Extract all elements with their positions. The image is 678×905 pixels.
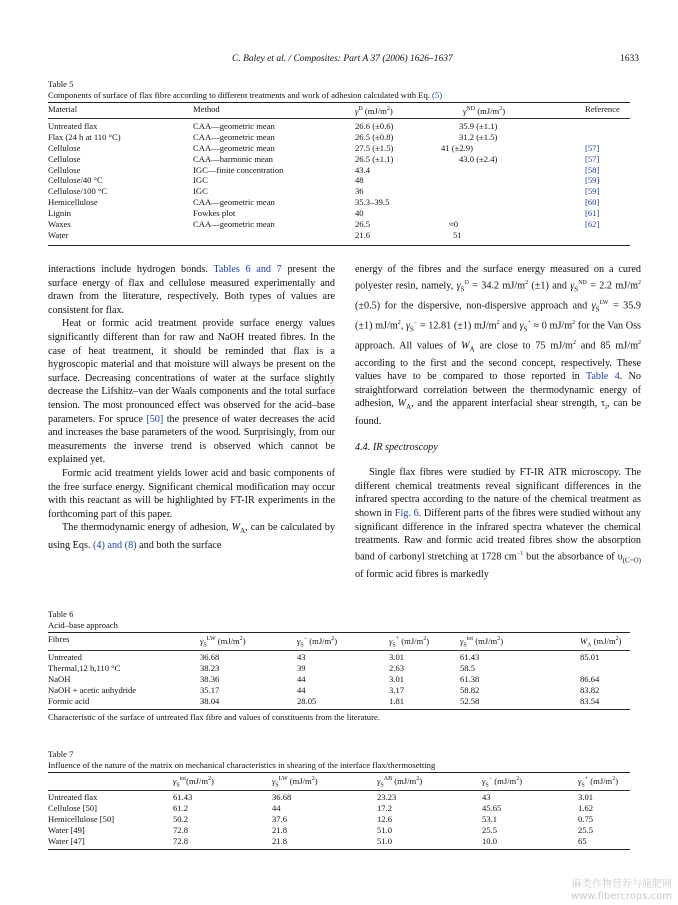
table5-cell: CAA—geometric mean	[193, 142, 275, 153]
table7-cell: 61.2	[173, 802, 189, 813]
table5-cell: Waxes	[48, 219, 71, 230]
site-watermark	[571, 879, 672, 903]
t6-head-wa: $W_A$ $(mJ/m^2)$	[580, 635, 622, 649]
table7-cell: 72.8	[173, 824, 189, 835]
table6-head-rule	[48, 650, 630, 651]
t6-head-tot: $\gamma_S^{tot}$ $(mJ/m^2)$	[460, 635, 504, 649]
table7-cell: Water [47]	[48, 835, 85, 846]
table7-cell: 21.8	[272, 835, 288, 846]
table5-cell: 36	[355, 186, 364, 197]
table6-cell: 3.17	[389, 684, 405, 695]
table5-cell: Lignin	[48, 208, 71, 219]
table5-bottom-rule	[48, 245, 630, 246]
t7-head-tot: $\gamma_S^{tot}(mJ/m^2)$	[173, 775, 214, 789]
table6-cell: 2.63	[389, 662, 405, 673]
table6-cell: Untreated	[48, 652, 82, 662]
table5-cell: [61]	[585, 208, 600, 219]
table7-cell: 36.68	[272, 792, 292, 802]
table6-cell: 83.82	[580, 684, 600, 695]
table7-cell: 51.0	[377, 824, 393, 835]
right-column	[355, 263, 641, 581]
table5-row	[48, 197, 630, 208]
left-para-4: The thermodynamic energy of adhesion, $W_A$, can be calculated by using Eqs. (4) and (8) and both the surface	[48, 522, 335, 551]
table5-cell: IGC	[193, 186, 208, 197]
table5-cell: IGC—finite concentration	[193, 164, 284, 175]
t6-head-plus: $\gamma_S^+$ $(mJ/m^2)$	[389, 635, 430, 649]
t6-head-fibres: Fibres	[48, 634, 70, 644]
table6-cell: 39	[297, 662, 306, 673]
table7-label: Table 7	[48, 749, 74, 759]
table5-cell: CAA—geometric mean	[193, 219, 275, 230]
table7-bottom-rule	[48, 849, 630, 850]
table5-cell: CAA—harmonic mean	[193, 153, 273, 164]
table5-row	[48, 186, 630, 197]
table7-cell: 0.75	[578, 813, 594, 824]
table5-cell: 26.5 (±1.1)	[355, 153, 394, 164]
table5-top-rule	[48, 102, 630, 103]
table7-body	[48, 792, 630, 846]
table6-cell: 61.38	[460, 673, 480, 684]
table5-cell: 51	[453, 229, 462, 240]
table7-cell: 61.43	[173, 792, 193, 802]
table5-cell: Cellulose	[48, 142, 81, 153]
t5-head-ref: Reference	[585, 104, 620, 114]
table5-cell: [59]	[585, 186, 600, 197]
watermark-line-2: www.fibercrops.com	[570, 891, 672, 902]
table5-caption: Components of surface of flax fibre according to different treatments and work of adhesion calculated with Eq. (5)	[48, 90, 443, 100]
table5-cell: [60]	[585, 197, 600, 208]
table5-cell: Hemicellulose	[48, 197, 98, 208]
table6-bottom-rule	[48, 709, 630, 710]
table5-cell: CAA—geometric mean	[193, 131, 275, 142]
table5-head-rule	[48, 118, 630, 119]
t5-head-gd: $\gamma^D$ $(mJ/m^2)$	[355, 105, 393, 116]
table5-cell: 26.5	[355, 219, 371, 230]
table7-cell: 17.2	[377, 802, 393, 813]
table6-cell: 52.58	[460, 695, 480, 706]
table5-cell: 26.6 (±0.6)	[355, 121, 394, 131]
table5-cell: Cellulose	[48, 164, 81, 175]
left-para-1: interactions include hydrogen bonds. Tables 6 and 7 present the surface energy of flax and cellulose measured experimentally and drawn from the literature, respectively. Both types of values are consistent for flax.	[48, 264, 335, 316]
table7-cell: 12.6	[377, 813, 393, 824]
right-para-2: Single flax fibres were studied by FT-IR ATR microscopy. The different chemical treatments reveal significant differences in the infrared spectra according to the nature of the chemical treatment as shown in Fig. 6. Different parts of the fibres were studied without any significant difference in the infrared spectra whatever the chemical treatments. Raw and formic acid treated fibres show the absorption band of carbonyl stretching at 1728 $cm^{-1}$ but the absorbance of $\upsilon_{(C=O)}$ of formic acid fibres is markedly	[355, 467, 642, 580]
table7-header	[48, 774, 630, 789]
table7-cell: 23.23	[377, 792, 397, 802]
table6-footnote: Characteristic of the surface of untreated flax fibre and values of constituents from the literature.	[48, 712, 380, 722]
table5-cell: Untreated flax	[48, 121, 98, 131]
table6-cell: 38.23	[200, 662, 220, 673]
table5-cell: 35.3–39.5	[355, 197, 390, 208]
t5-head-method: Method	[193, 104, 220, 114]
table7-cell: 21.8	[272, 824, 288, 835]
table5-cell: IGC	[193, 175, 208, 186]
left-para-3: Formic acid treatment yields lower acid and basic components of the free surface energy. Significant chemical modification may occur with this reactant as will be highlighted by FT-IR experiments in the forthcoming part of this paper.	[48, 467, 335, 520]
table5-cell: 43.0 (±2.4)	[459, 153, 498, 164]
table6-cell: 44	[297, 673, 306, 684]
table5-cell: CAA—geometric mean	[193, 197, 275, 208]
table6-cell: 83.54	[580, 695, 600, 706]
t6-head-lw: $\gamma_S^{LW}$ $(mJ/m^2)$	[200, 635, 246, 649]
table7-cell: 72.8	[173, 835, 189, 846]
table7-cell: 1.62	[578, 802, 594, 813]
table5-label: Table 5	[48, 79, 74, 89]
table6-row	[48, 652, 630, 663]
table7-cell: 3.01	[578, 792, 594, 802]
table6-body	[48, 652, 630, 706]
table5-cell: [62]	[585, 219, 600, 230]
table6-row	[48, 674, 630, 685]
table6-cell: 58.82	[460, 684, 480, 695]
table5-cell: 27.5 (±1.5)	[355, 142, 394, 153]
table5-cell: Flax (24 h at 110 °C)	[48, 131, 121, 142]
table5-cell: Fowkes plot	[193, 208, 236, 219]
table5-cell: [57]	[585, 153, 600, 164]
table6-cell: 28.05	[297, 695, 317, 706]
table6-cell: 58.5	[460, 662, 476, 673]
table5-cell: 26.5 (±0.8)	[355, 131, 394, 142]
right-para-1: energy of the fibres and the surface energy measured on a cured polyester resin, namely, $\gamma_S^D = 34.2$ $mJ/m^2$ (±1) and $\gamma_S^{ND} = 2.2$ $mJ/m^2$ (±0.5) for the dispersive, non-dispersive approach and $\gamma_S^{LW} = 35.9$ (±1) $mJ/m^2$, $\gamma_S^- = 12.81$ (±1) $mJ/m^2$ and $\gamma_S^+ \approx 0$ $mJ/m^2$ for the Van Oss approach. All values of $W_A$ are close to 75 $mJ/m^2$ and 85 $mJ/m^2$ according to the first and the second concept, respectively. These values have to be compared to those reported in Table 4. No straightforward correlation between the thermodynamic energy of adhesion, $W_A$, and the apparent interfacial shear strength, $\tau_i$, can be found.	[355, 264, 642, 428]
t5-head-gnd: $\gamma^{ND}$ $(mJ/m^2)$	[463, 105, 506, 116]
table7-cell: 10.0	[482, 835, 498, 846]
table7-cell: 45.65	[482, 802, 502, 813]
table5-cell: 48	[355, 175, 364, 186]
table7-caption: Influence of the nature of the matrix on mechanical characteristics in shearing of the interface flax/thermosetting	[48, 760, 436, 770]
table7-cell: 44	[272, 802, 281, 813]
table6-cell: 43	[297, 652, 306, 662]
table5-cell: [57]	[585, 142, 600, 153]
table5-header	[48, 104, 630, 115]
table5-row	[48, 175, 630, 186]
table5-body	[48, 121, 630, 241]
table6-cell: Thermal,12 h,110 °C	[48, 662, 121, 673]
table6-row	[48, 696, 630, 707]
table6-label: Table 6	[48, 609, 74, 619]
table7-cell: 53.1	[482, 813, 498, 824]
left-para-2: Heat or formic acid treatment provide surface energy values significantly different than for raw and NaOH treated fibres. In the case of heat treatment, it should be reminded that flax is a hygroscopic material and that moisture will always be present on the surface. Decreasing concentrations of water at the surface slightly decrease the Lifshitz–van der Waals components and the total surface tension. The most pronounced effect was observed for the acid–base parameters. For spruce [50] the presence of water decreases the acid and increases the base parameters of the wood. Surprisingly, from our measurements the inverse trend is observed which cannot be explained yet.	[48, 318, 335, 466]
table7-cell: 65	[578, 835, 587, 846]
table5-cell: Cellulose	[48, 153, 81, 164]
table7-cell: 43	[482, 792, 491, 802]
table5-cell: [59]	[585, 175, 600, 186]
t6-head-minus: $\gamma_S^-$ $(mJ/m^2)$	[297, 635, 338, 649]
table7-row	[48, 803, 630, 814]
journal-citation: C. Baley et al. / Composites: Part A 37 (2006) 1626–1637	[232, 54, 453, 64]
t7-head-ab: $\gamma_S^{AB}$ $(mJ/m^2)$	[377, 775, 423, 789]
table5-row	[48, 230, 630, 241]
table5-cell: 31.2 (±1.5)	[459, 131, 498, 142]
table6-cell: 3.01	[389, 673, 405, 684]
table5-row	[48, 219, 630, 230]
table6-cell: 3.01	[389, 652, 405, 662]
table5-row	[48, 165, 630, 176]
table5-cell: 41 (±2.9)	[441, 142, 473, 153]
section-heading-ir: 4.4. IR spectroscopy	[355, 441, 438, 453]
table5-cell: Cellulose/40 °C	[48, 175, 103, 186]
t7-head-lw: $\gamma_S^{LW}$ $(mJ/m^2)$	[272, 775, 318, 789]
table6-caption: Acid–base approach	[48, 620, 118, 630]
table7-head-rule	[48, 790, 630, 791]
table7-cell: Water [49]	[48, 824, 85, 835]
table5-cell: [58]	[585, 164, 600, 175]
table5-row	[48, 132, 630, 143]
table7-cell: 25.5	[482, 824, 498, 835]
table5-cell: 35.9 (±1.1)	[459, 121, 498, 131]
table7-top-rule	[48, 772, 630, 773]
table6-row	[48, 685, 630, 696]
table7-row	[48, 836, 630, 847]
left-column	[48, 263, 335, 553]
table5-cell: 40	[355, 208, 364, 219]
table6-cell: 38.04	[200, 695, 220, 706]
table7-cell: 37.6	[272, 813, 288, 824]
table6-cell: Formic acid	[48, 695, 90, 706]
t5-head-material: Material	[48, 104, 78, 114]
table6-cell: 36.68	[200, 652, 220, 662]
table6-cell: NaOH + acetic anhydride	[48, 684, 137, 695]
watermark-line-1: 麻类作物营养与施肥网	[572, 879, 672, 890]
table7-row	[48, 814, 630, 825]
table5-row	[48, 154, 630, 165]
table7-row	[48, 825, 630, 836]
table6-cell: 38.36	[200, 673, 220, 684]
table5-row	[48, 143, 630, 154]
table5-cell: Cellulose/100 °C	[48, 186, 108, 197]
table6-cell: 44	[297, 684, 306, 695]
table6-cell: 86.64	[580, 673, 600, 684]
table5-row	[48, 208, 630, 219]
table7-cell: 25.5	[578, 824, 594, 835]
table5-cell: ≈0	[449, 219, 459, 230]
table5-cell: Water	[48, 229, 69, 240]
table7-cell: 50.2	[173, 813, 189, 824]
table6-row	[48, 663, 630, 674]
table7-row	[48, 792, 630, 803]
table5-row	[48, 121, 630, 132]
page-number: 1633	[620, 54, 639, 64]
table6-cell: 1.81	[389, 695, 405, 706]
table6-cell: 35.17	[200, 684, 220, 695]
table6-cell: 85.01	[580, 652, 600, 662]
table5-cell: 43.4	[355, 164, 371, 175]
table7-cell: Cellulose [50]	[48, 802, 97, 813]
t7-head-plus: $\gamma_S^+$ $(mJ/m^2)$	[578, 775, 619, 789]
table7-cell: Hemicellulose [50]	[48, 813, 115, 824]
table6-cell: NaOH	[48, 673, 71, 684]
table5-cell: CAA—geometric mean	[193, 121, 275, 131]
table6-header	[48, 634, 630, 649]
table7-cell: Untreated flax	[48, 792, 98, 802]
table6-cell: 61.43	[460, 652, 480, 662]
table7-cell: 51.0	[377, 835, 393, 846]
t7-head-minus: $\gamma_S^-$ $(mJ/m^2)$	[482, 775, 523, 789]
table5-cell: 21.6	[355, 229, 371, 240]
table6-top-rule	[48, 632, 630, 633]
